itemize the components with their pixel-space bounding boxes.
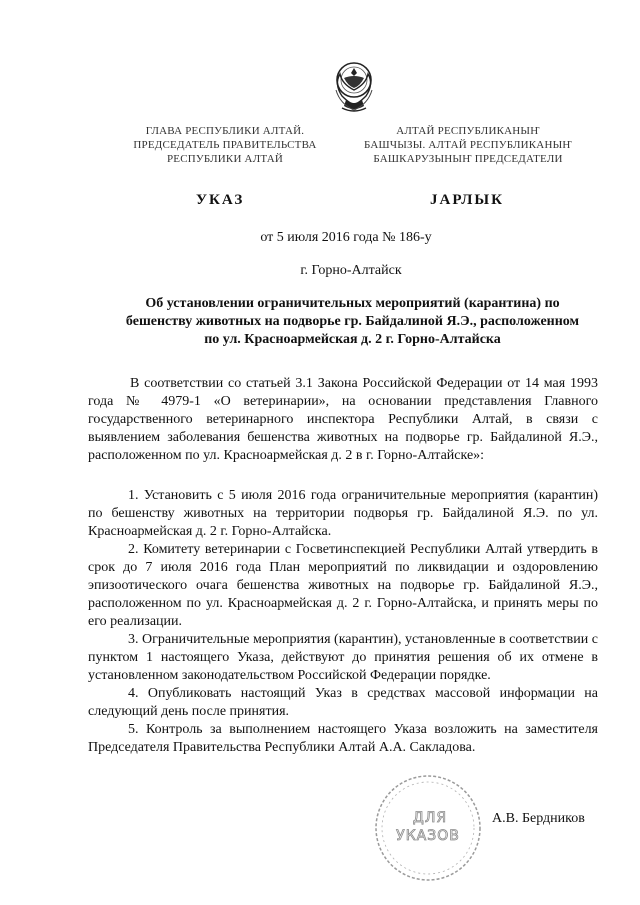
doc-type-alt: JАРЛЫК [430,192,505,208]
stamp [372,772,484,884]
header-left [110,124,340,166]
decree-item: 2. Комитету ветеринарии с Госветинспекцией Республики Алтай утвердить в срок до 7 июля 2016 года План мероприятий по ликвидации и оздоровлению эпизоотического очага бешенства животных на подворье гр. Байдалиной Я.Э., расположенном по ул. Красноармейская д. 2 г. Горно-Алтайска, и принять меры по его реализации. [88,542,598,629]
title-line: по ул. Красноармейская д. 2 г. Горно-Алтайска [204,332,501,347]
stamp-text-line1: ДЛЯ [412,810,448,826]
decree-title [100,295,605,349]
title-line: бешенству животных на подворье гр. Байдалиной Я.Э., расположенном [125,314,580,329]
doc-type-ru: УКАЗ [196,192,245,208]
signature: А.В. Бердников [492,811,585,826]
decree-items [88,487,598,757]
preamble-paragraph: В соответствии со статьей 3.1 Закона Российской Федерации от 14 мая 1993 года № 4979-1 «О ветеринарии», на основании представления Главного государственного ветеринарного инспектора Республики Алтай, в связи с выявлением заболевания бешенства животных на подворье гр. Байдалиной Я.Э., расположенном по ул. Красноармейская д. 2 в г. Горно-Алтайске»: [88,376,598,463]
decree-item: 5. Контроль за выполнением настоящего Указа возложить на заместителя Председателя Правительства Республики Алтай А.А. Сакладова. [88,722,598,755]
header-right-line: БАШЧЫЗЫ. АЛТАЙ РЕСПУБЛИКАНЫҤ [364,139,572,151]
stamp-text-line2: УКАЗОВ [396,828,460,844]
date-number-line: от 5 июля 2016 года № 186-у [260,230,432,245]
decree-item: 1. Установить с 5 июля 2016 года ограничительные мероприятия (карантин) по бешенству животных на территории подворья гр. Байдалиной Я.Э. по ул. Красноармейская д. 2 г. Горно-Алтайска. [88,488,598,539]
header-right [348,124,588,166]
decree-item: 3. Ограничительные мероприятия (карантин), установленные в соответствии с пунктом 1 настоящего Указа, действуют до принятия решения об их отмене в установленном законодательством Российской Федерации порядке. [88,632,598,683]
decree-item: 4. Опубликовать настоящий Указ в средствах массовой информации на следующий день после принятия. [88,686,598,719]
header-right-line: БАШКАРУЗЫНЫҤ ПРЕДСЕДАТЕЛИ [373,153,563,165]
title-line: Об установлении ограничительных мероприятий (карантина) по [145,296,560,311]
header-left-line: ПРЕДСЕДАТЕЛЬ ПРАВИТЕЛЬСТВА [133,139,317,151]
emblem-icon [330,60,378,118]
city-line: г. Горно-Алтайск [300,263,402,278]
header-right-line: АЛТАЙ РЕСПУБЛИКАНЫҤ [396,125,540,137]
header-left-line: РЕСПУБЛИКИ АЛТАЙ [166,153,284,165]
preamble [88,375,598,465]
header-left-line: ГЛАВА РЕСПУБЛИКИ АЛТАЙ. [145,125,305,137]
